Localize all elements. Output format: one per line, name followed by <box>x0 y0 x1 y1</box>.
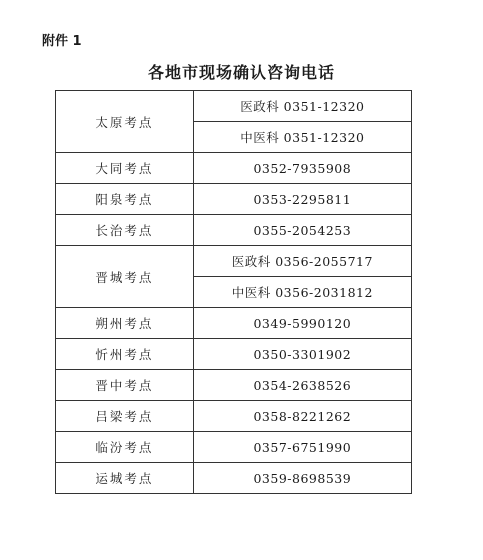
phone-cell: 0358-8221262 <box>193 401 411 432</box>
site-cell: 晋城考点 <box>56 246 194 308</box>
table-row <box>56 339 412 370</box>
phone-cell: 0352-7935908 <box>193 153 411 184</box>
phone-cell: 医政科 0356-2055717 <box>193 246 411 277</box>
site-cell: 阳泉考点 <box>56 184 194 215</box>
phone-cell: 0354-2638526 <box>193 370 411 401</box>
table-row <box>56 153 412 184</box>
site-cell: 临汾考点 <box>56 432 194 463</box>
table-row <box>56 91 412 122</box>
site-cell: 忻州考点 <box>56 339 194 370</box>
phone-cell: 0349-5990120 <box>193 308 411 339</box>
contact-table <box>55 90 412 494</box>
table-row <box>56 184 412 215</box>
phone-cell: 中医科 0356-2031812 <box>193 277 411 308</box>
table-row <box>56 246 412 277</box>
phone-cell: 医政科 0351-12320 <box>193 91 411 122</box>
table-row <box>56 215 412 246</box>
phone-cell: 0350-3301902 <box>193 339 411 370</box>
site-cell: 大同考点 <box>56 153 194 184</box>
phone-cell: 中医科 0351-12320 <box>193 122 411 153</box>
site-cell: 朔州考点 <box>56 308 194 339</box>
table-row <box>56 370 412 401</box>
phone-cell: 0355-2054253 <box>193 215 411 246</box>
site-cell: 太原考点 <box>56 91 194 153</box>
table-row <box>56 463 412 494</box>
table-row <box>56 432 412 463</box>
table-row <box>56 308 412 339</box>
site-cell: 晋中考点 <box>56 370 194 401</box>
phone-cell: 0357-6751990 <box>193 432 411 463</box>
site-cell: 吕梁考点 <box>56 401 194 432</box>
site-cell: 运城考点 <box>56 463 194 494</box>
phone-cell: 0353-2295811 <box>193 184 411 215</box>
phone-cell: 0359-8698539 <box>193 463 411 494</box>
site-cell: 长治考点 <box>56 215 194 246</box>
attachment-label: 附件 1 <box>42 34 82 49</box>
table-row <box>56 401 412 432</box>
page-title: 各地市现场确认咨询电话 <box>147 63 335 82</box>
